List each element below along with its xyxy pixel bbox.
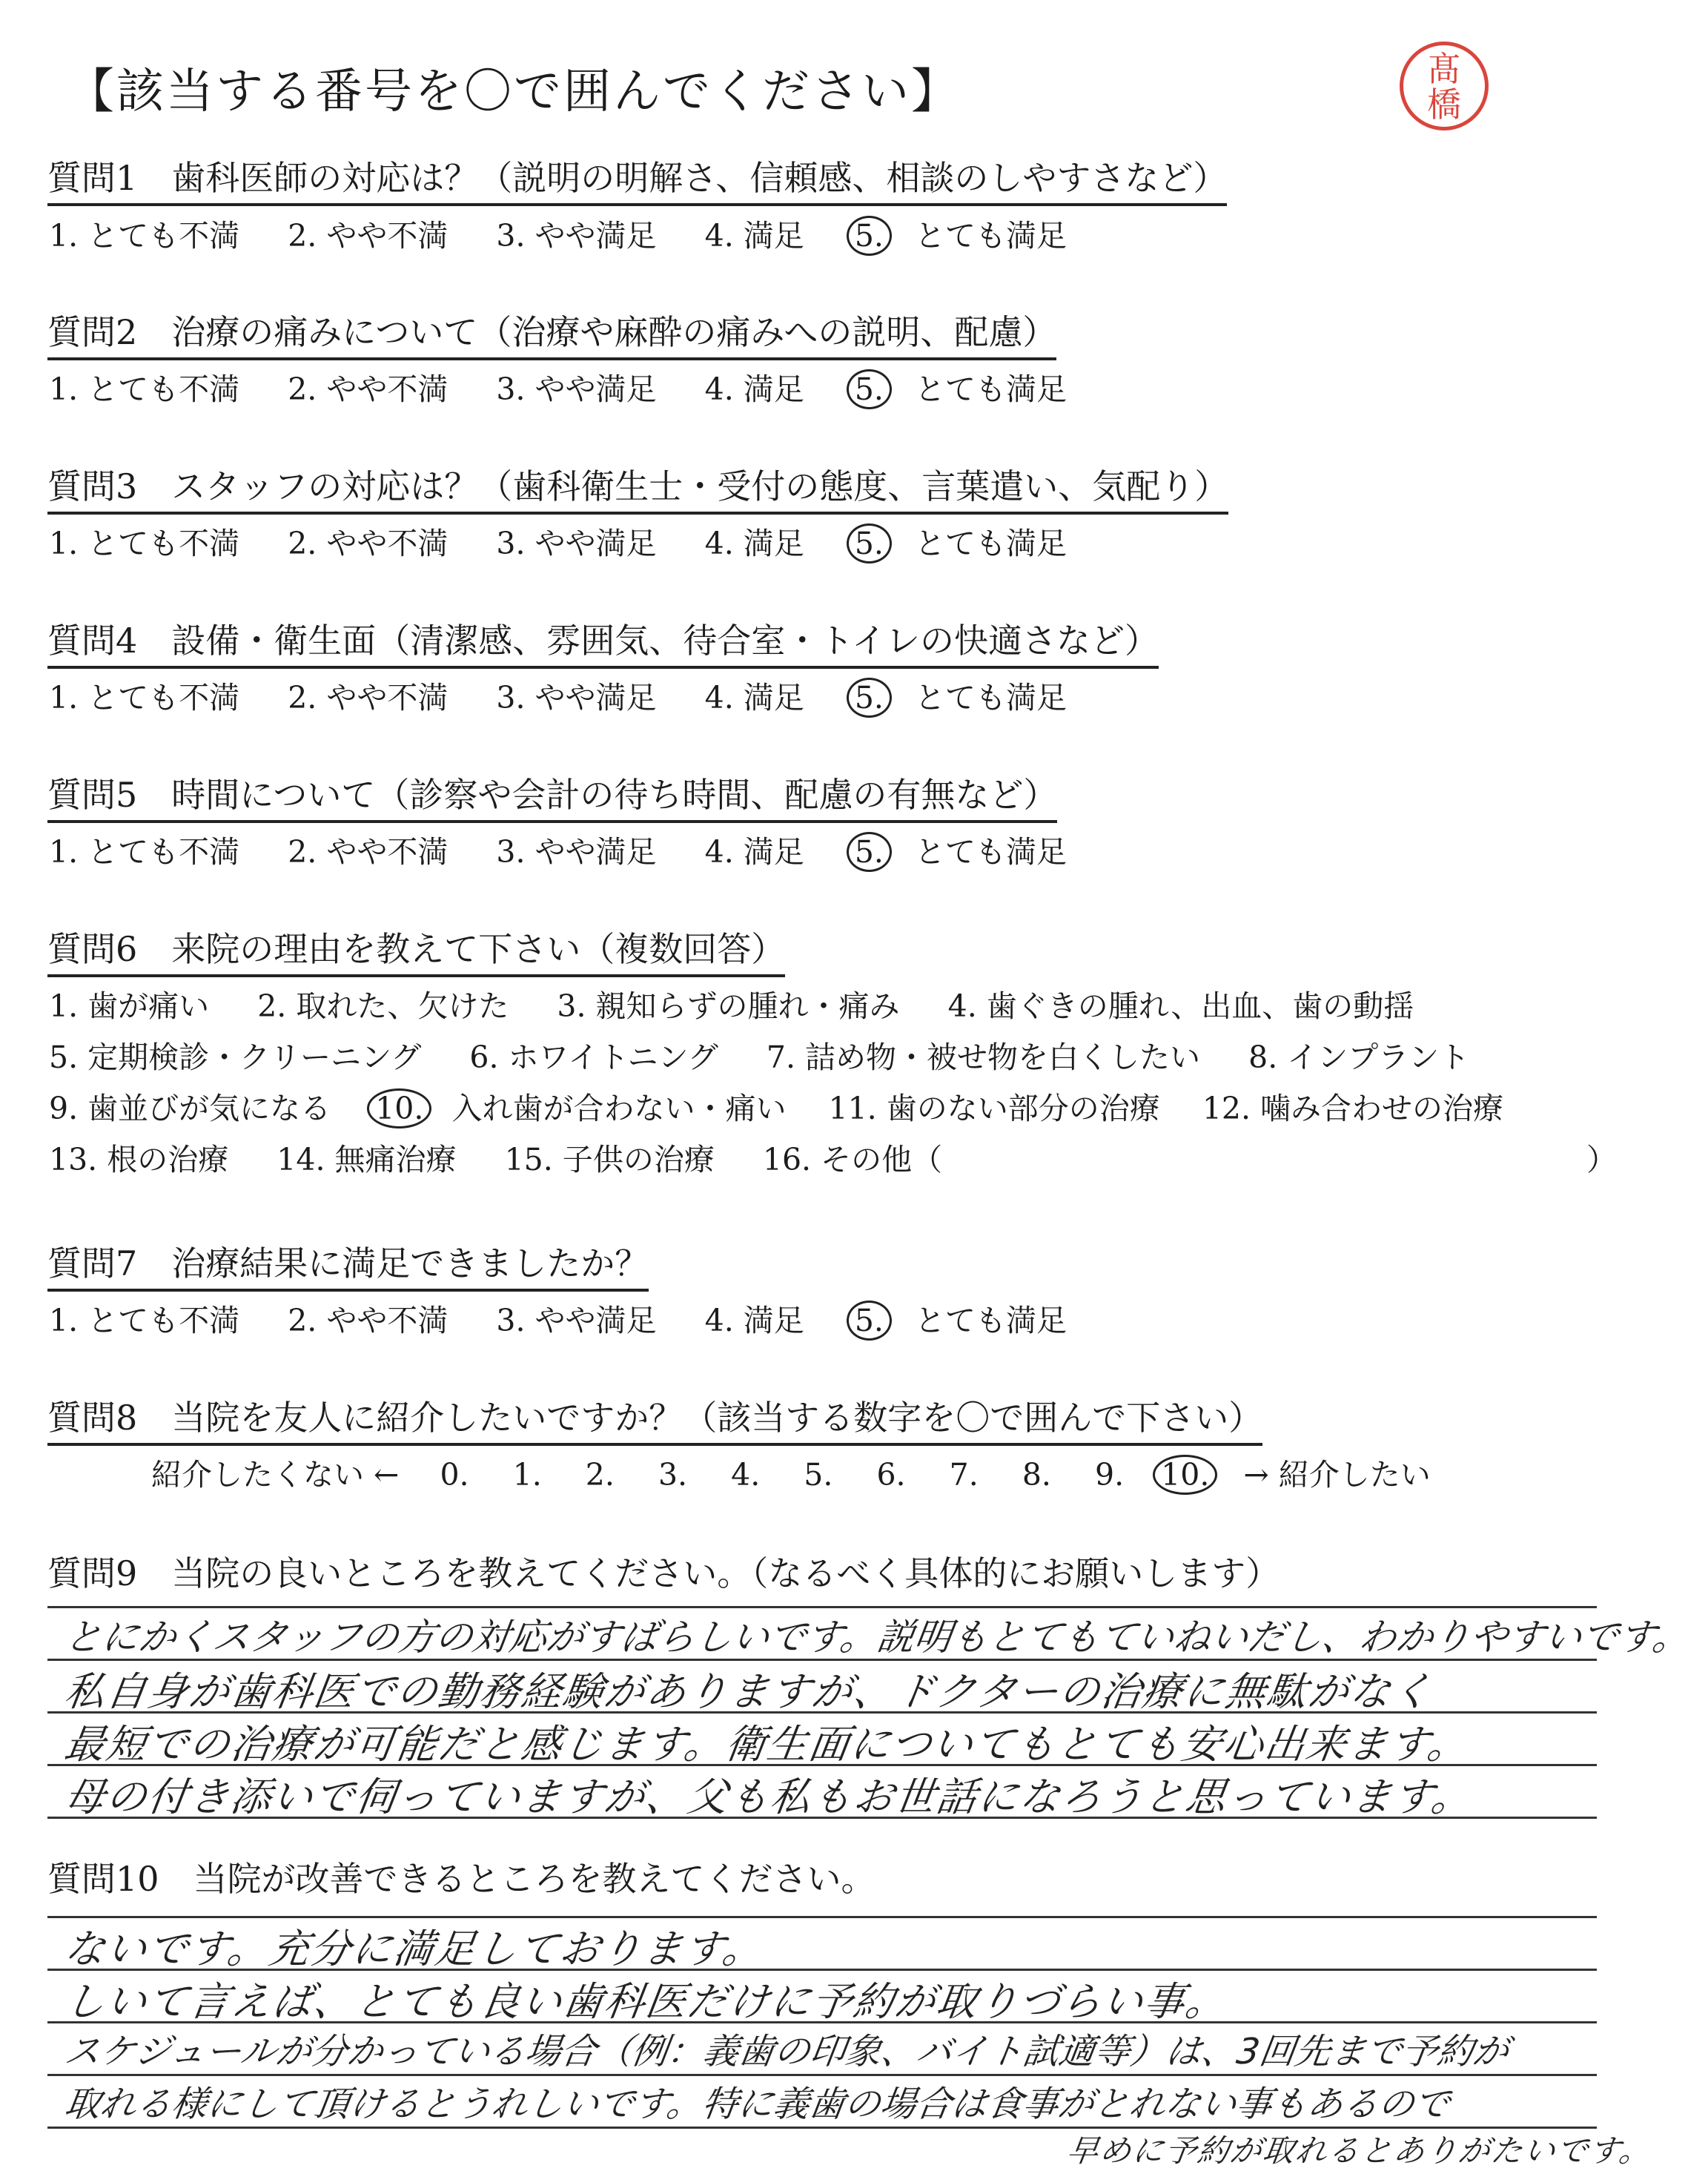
q10-answer-line-4: 取れる様にして頂けるとうれしいです。特に義歯の場合は食事がとれない事もあるので (62, 2084, 1453, 2125)
reason-option[interactable]: 14. 無痛治療 (277, 1142, 457, 1177)
q9-answer-line-2: 私自身が歯科医での勤務経験がありますが、ドクターの治療に無駄がなく (62, 1668, 1437, 1715)
q9-answer-line-3: 最短での治療が可能だと感じます。衛生面についてもとても安心出来ます。 (62, 1721, 1473, 1768)
option-4[interactable]: 4. 満足 (704, 526, 804, 561)
question-6-title: 質問6 来院の理由を教えて下さい（複数回答） (47, 922, 785, 977)
option-1[interactable]: 1. とても不満 (49, 680, 240, 716)
reason-option[interactable]: 15. 子供の治療 (504, 1142, 715, 1177)
q10-answer-line-1: ないです。充分に満足しております。 (62, 1926, 768, 1972)
scale-option[interactable]: 8. (1022, 1457, 1051, 1493)
option-5-selected[interactable]: 5. (847, 523, 892, 564)
option-3[interactable]: 3. やや満足 (496, 526, 657, 561)
reason-option[interactable]: 4. 歯ぐきの腫れ、出血、歯の動揺 (947, 988, 1414, 1024)
option-5-label: とても満足 (914, 218, 1067, 254)
option-2[interactable]: 2. やや不満 (288, 218, 448, 254)
option-2[interactable]: 2. やや不満 (288, 1303, 448, 1338)
option-4[interactable]: 4. 満足 (704, 1303, 804, 1338)
option-2[interactable]: 2. やや不満 (288, 526, 448, 561)
question-2-options (49, 365, 1067, 409)
option-2[interactable]: 2. やや不満 (288, 371, 448, 407)
question-5-options (49, 827, 1067, 872)
option-1[interactable]: 1. とても不満 (49, 526, 240, 561)
question-3-options (49, 519, 1067, 564)
option-4[interactable]: 4. 満足 (704, 371, 804, 407)
stamp-char-1: 髙 (1427, 49, 1461, 89)
reason-option-10-label: 入れ歯が合わない・痛い (451, 1091, 787, 1126)
option-3[interactable]: 3. やや満足 (496, 1303, 657, 1338)
option-4[interactable]: 4. 満足 (704, 680, 804, 716)
scale-right-label: → 紹介したい (1243, 1457, 1431, 1493)
question-7-title: 質問7 治療結果に満足できましたか？ (47, 1237, 649, 1292)
reason-option[interactable]: 9. 歯並びが気になる (49, 1091, 331, 1126)
scale-option[interactable]: 5. (804, 1457, 833, 1493)
option-3[interactable]: 3. やや満足 (496, 680, 657, 716)
q10-answer-line-2: しいて言えば、とても良い歯科医だけに予約が取りづらい事。 (62, 1978, 1231, 2025)
scale-option[interactable]: 4. (731, 1457, 761, 1493)
question-10-title: 質問10 当院が改善できるところを教えてください。 (47, 1859, 875, 1899)
reason-option[interactable]: 8. インプラント (1248, 1040, 1470, 1075)
option-1[interactable]: 1. とても不満 (49, 834, 240, 870)
option-5-selected[interactable]: 5. (847, 678, 892, 718)
scale-option[interactable]: 2. (585, 1457, 615, 1493)
scale-left-label: 紹介したくない ← (151, 1457, 400, 1493)
question-6-row-4 (49, 1135, 942, 1179)
question-7-options (49, 1296, 1067, 1341)
option-2[interactable]: 2. やや不満 (288, 834, 448, 870)
scale-option[interactable]: 6. (876, 1457, 906, 1493)
question-2-title: 質問2 治療の痛みについて（治療や麻酔の痛みへの説明、配慮） (47, 305, 1056, 360)
question-4-title: 質問4 設備・衛生面（清潔感、雰囲気、待合室・トイレの快適さなど） (47, 614, 1159, 669)
option-1[interactable]: 1. とても不満 (49, 218, 240, 254)
reason-option[interactable]: 1. 歯が痛い (49, 988, 210, 1024)
question-6-row-3 (49, 1084, 1503, 1129)
question-8-title: 質問8 当院を友人に紹介したいですか？（該当する数字を〇で囲んで下さい） (47, 1391, 1262, 1446)
option-1[interactable]: 1. とても不満 (49, 1303, 240, 1338)
other-close-paren: ） (1586, 1142, 1617, 1177)
scale-option[interactable]: 9. (1094, 1457, 1125, 1493)
option-3[interactable]: 3. やや満足 (496, 218, 657, 254)
scale-option[interactable]: 1. (512, 1457, 542, 1493)
stamp-char-2: 橋 (1427, 85, 1461, 125)
option-5-selected[interactable]: 5. (847, 832, 892, 872)
option-5-selected[interactable]: 5. (847, 369, 892, 409)
reason-option[interactable]: 13. 根の治療 (49, 1142, 229, 1177)
option-5-label: とても満足 (914, 1303, 1067, 1338)
option-5-selected[interactable]: 5. (847, 216, 892, 256)
option-3[interactable]: 3. やや満足 (496, 834, 657, 870)
option-1[interactable]: 1. とても不満 (49, 371, 240, 407)
option-5-label: とても満足 (914, 680, 1067, 716)
option-2[interactable]: 2. やや不満 (288, 680, 448, 716)
question-4-options (49, 673, 1067, 718)
scale-option[interactable]: 3. (658, 1457, 688, 1493)
option-5-label: とても満足 (914, 371, 1067, 407)
option-4[interactable]: 4. 満足 (704, 218, 804, 254)
q9-answer-line-1: とにかくスタッフの方の対応がすばらしいです。説明もとてもていねいだし、わかりやすいです。 (62, 1616, 1693, 1659)
option-5-selected[interactable]: 5. (847, 1301, 892, 1341)
question-1-title: 質問1 歯科医師の対応は？（説明の明解さ、信頼感、相談のしやすさなど） (47, 151, 1227, 206)
q10-answer-line-3: スケジュールが分かっている場合（例：義歯の印象、バイト試適等）は、3回先まで予約が (62, 2031, 1512, 2072)
reason-option-other[interactable]: 16. その他（ (762, 1142, 943, 1177)
question-1-options (49, 211, 1067, 256)
q9-answer-line-4: 母の付き添いで伺っていますが、父も私もお世話になろうと思っています。 (62, 1774, 1477, 1820)
scale-option[interactable]: 0. (440, 1457, 469, 1493)
question-5-title: 質問5 時間について（診察や会計の待ち時間、配慮の有無など） (47, 768, 1057, 823)
reason-option[interactable]: 12. 噛み合わせの治療 (1202, 1091, 1504, 1126)
question-3-title: 質問3 スタッフの対応は？（歯科衛生士・受付の態度、言葉遣い、気配り） (47, 460, 1228, 515)
name-seal-stamp (1400, 42, 1489, 130)
reason-option[interactable]: 7. 詰め物・被せ物を白くしたい (766, 1040, 1201, 1075)
option-4[interactable]: 4. 満足 (704, 834, 804, 870)
scale-option-10-selected[interactable]: 10. (1153, 1455, 1217, 1495)
reason-option[interactable]: 2. 取れた、欠けた (257, 988, 509, 1024)
scale-option[interactable]: 7. (949, 1457, 979, 1493)
question-8-scale (151, 1450, 1431, 1495)
reason-option[interactable]: 6. ホワイトニング (469, 1040, 718, 1075)
reason-option[interactable]: 3. 親知らずの腫れ・痛み (557, 988, 900, 1024)
option-3[interactable]: 3. やや満足 (496, 371, 657, 407)
question-6-row-1 (49, 982, 1414, 1025)
question-6-row-2 (49, 1033, 1469, 1077)
reason-option-10-selected[interactable]: 10. (367, 1088, 431, 1129)
q10-answer-line-5: 早めに予約が取れるとありがたいです。 (1065, 2132, 1655, 2169)
option-5-label: とても満足 (914, 834, 1067, 870)
reason-option[interactable]: 5. 定期検診・クリーニング (49, 1040, 422, 1075)
option-5-label: とても満足 (914, 526, 1067, 561)
reason-option[interactable]: 11. 歯のない部分の治療 (828, 1091, 1160, 1126)
question-9-title: 質問9 当院の良いところを教えてください。（なるべく具体的にお願いします） (47, 1553, 1280, 1593)
page-header: 【該当する番号を〇で囲んでください】 (67, 65, 961, 119)
